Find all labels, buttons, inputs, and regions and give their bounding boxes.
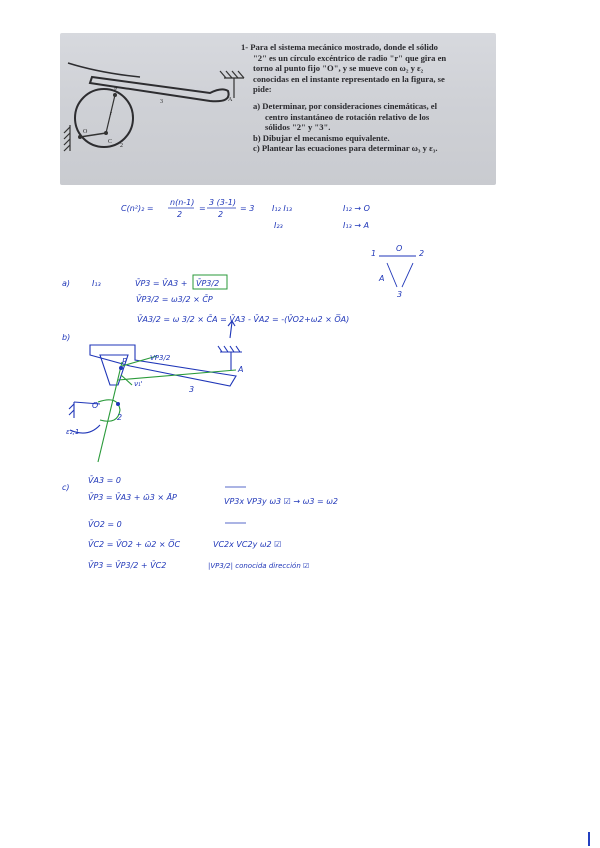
figure-label-a: A: [228, 97, 233, 103]
note-c-line4-right: VC2x VC2y ω2 ☑: [213, 540, 282, 549]
note-count-left: C(n²)₂ =: [121, 204, 154, 213]
problem-line: pide:: [253, 84, 272, 95]
problem-line: torno al punto fijo "O", y se mueve con ω₂ y ε₂: [253, 63, 424, 74]
note-c-line5-right: |VP3/2| conocida dirección ☑: [208, 562, 310, 570]
page-edge-mark: [588, 832, 590, 846]
fig-b-label-o: O: [92, 401, 99, 410]
note-a-line3: V̄A3/2 = ω 3/2 × C̄A = V̄A3 - V̄A2 = -(V̄O2+ω2 × O̅A): [137, 315, 350, 324]
problem-line: conocidas en el instante representado en la figura, se: [253, 73, 445, 84]
note-ir-list-2: I₂₃: [274, 221, 283, 230]
fig-b-label-a: A: [238, 365, 244, 374]
problem-line: "2" es un círculo excéntrico de radio "r" que gira en: [253, 52, 447, 63]
fig-b-label-p: P: [122, 357, 127, 366]
problem-item: centro instantáneo de rotación relativo de los: [265, 111, 430, 122]
tri-label-o: O: [396, 244, 403, 253]
figure-label-solid-3: 3: [160, 99, 163, 105]
figure-label-c: C: [108, 139, 113, 145]
tri-label-a: A: [379, 274, 385, 283]
fig-b-eps: ε₂,1: [66, 428, 80, 436]
note-c-line1: V̄A3 = 0: [88, 476, 121, 485]
figure-label-solid-2: 2: [120, 143, 123, 149]
problem-item: a) Determinar, por consideraciones cinemáticas, el: [253, 100, 438, 111]
problem-item: sólidos "2" y "3".: [265, 122, 331, 133]
note-c-line4: V̄C2 = V̄O2 + ω̄2 × O̅C: [88, 540, 181, 549]
note-frac1-num: n(n-1): [170, 198, 195, 207]
note-a-line1: V̄P3 = V̄A3 +: [135, 279, 188, 288]
problem-item: b) Dibujar el mecanismo equivalente.: [253, 132, 390, 143]
section-b-label: b): [62, 333, 71, 342]
note-c-line2-right: VP3x VP3y ω3 ☑ → ω3 = ω2: [224, 497, 338, 506]
note-eq1: =: [199, 204, 206, 213]
note-c-line5: V̄P3 = V̄P3/2 + V̄C2: [88, 561, 167, 570]
note-ir-list-1: I₁₂ I₁₃: [272, 204, 293, 213]
fig-b-label-2: 2: [117, 413, 123, 422]
problem-line: 1- Para el sistema mecánico mostrado, donde el sólido: [241, 42, 438, 52]
note-c-line2: V̄P3 = V̄A3 + ω̄3 × ĀP: [88, 493, 177, 502]
note-ir-a: I₁₃ → A: [343, 221, 370, 230]
fig-b-v1: ν₁': [134, 380, 143, 388]
note-c-line3: V̄O2 = 0: [88, 520, 122, 529]
section-c-label: c): [62, 483, 70, 492]
note-a-line2: V̄P3/2 = ω3/2 × C̄P: [136, 295, 213, 304]
note-frac2-den: 2: [218, 210, 224, 219]
figure-label-o: O: [83, 129, 88, 135]
tri-label-2: 2: [419, 249, 425, 258]
note-ir-o: I₁₂ → O: [343, 204, 370, 213]
tri-label-1: 1: [371, 249, 377, 258]
figure-label-r: r: [110, 111, 112, 117]
section-a-label: a): [62, 279, 71, 288]
tri-label-3: 3: [397, 290, 403, 299]
fig-b-label-3: 3: [189, 385, 195, 394]
note-a-i13: I₁₃: [92, 279, 101, 288]
note-frac1-den: 2: [177, 210, 183, 219]
problem-item: c) Plantear las ecuaciones para determinar ω₃ y ε₃.: [253, 143, 438, 154]
fig-b-velocity: VP3/2: [150, 354, 171, 362]
note-a-boxed: V̄P3/2: [196, 279, 220, 288]
note-eq2: = 3: [240, 204, 255, 213]
figure-label-p: P: [114, 87, 118, 93]
note-frac2-num: 3 (3-1): [209, 198, 236, 207]
